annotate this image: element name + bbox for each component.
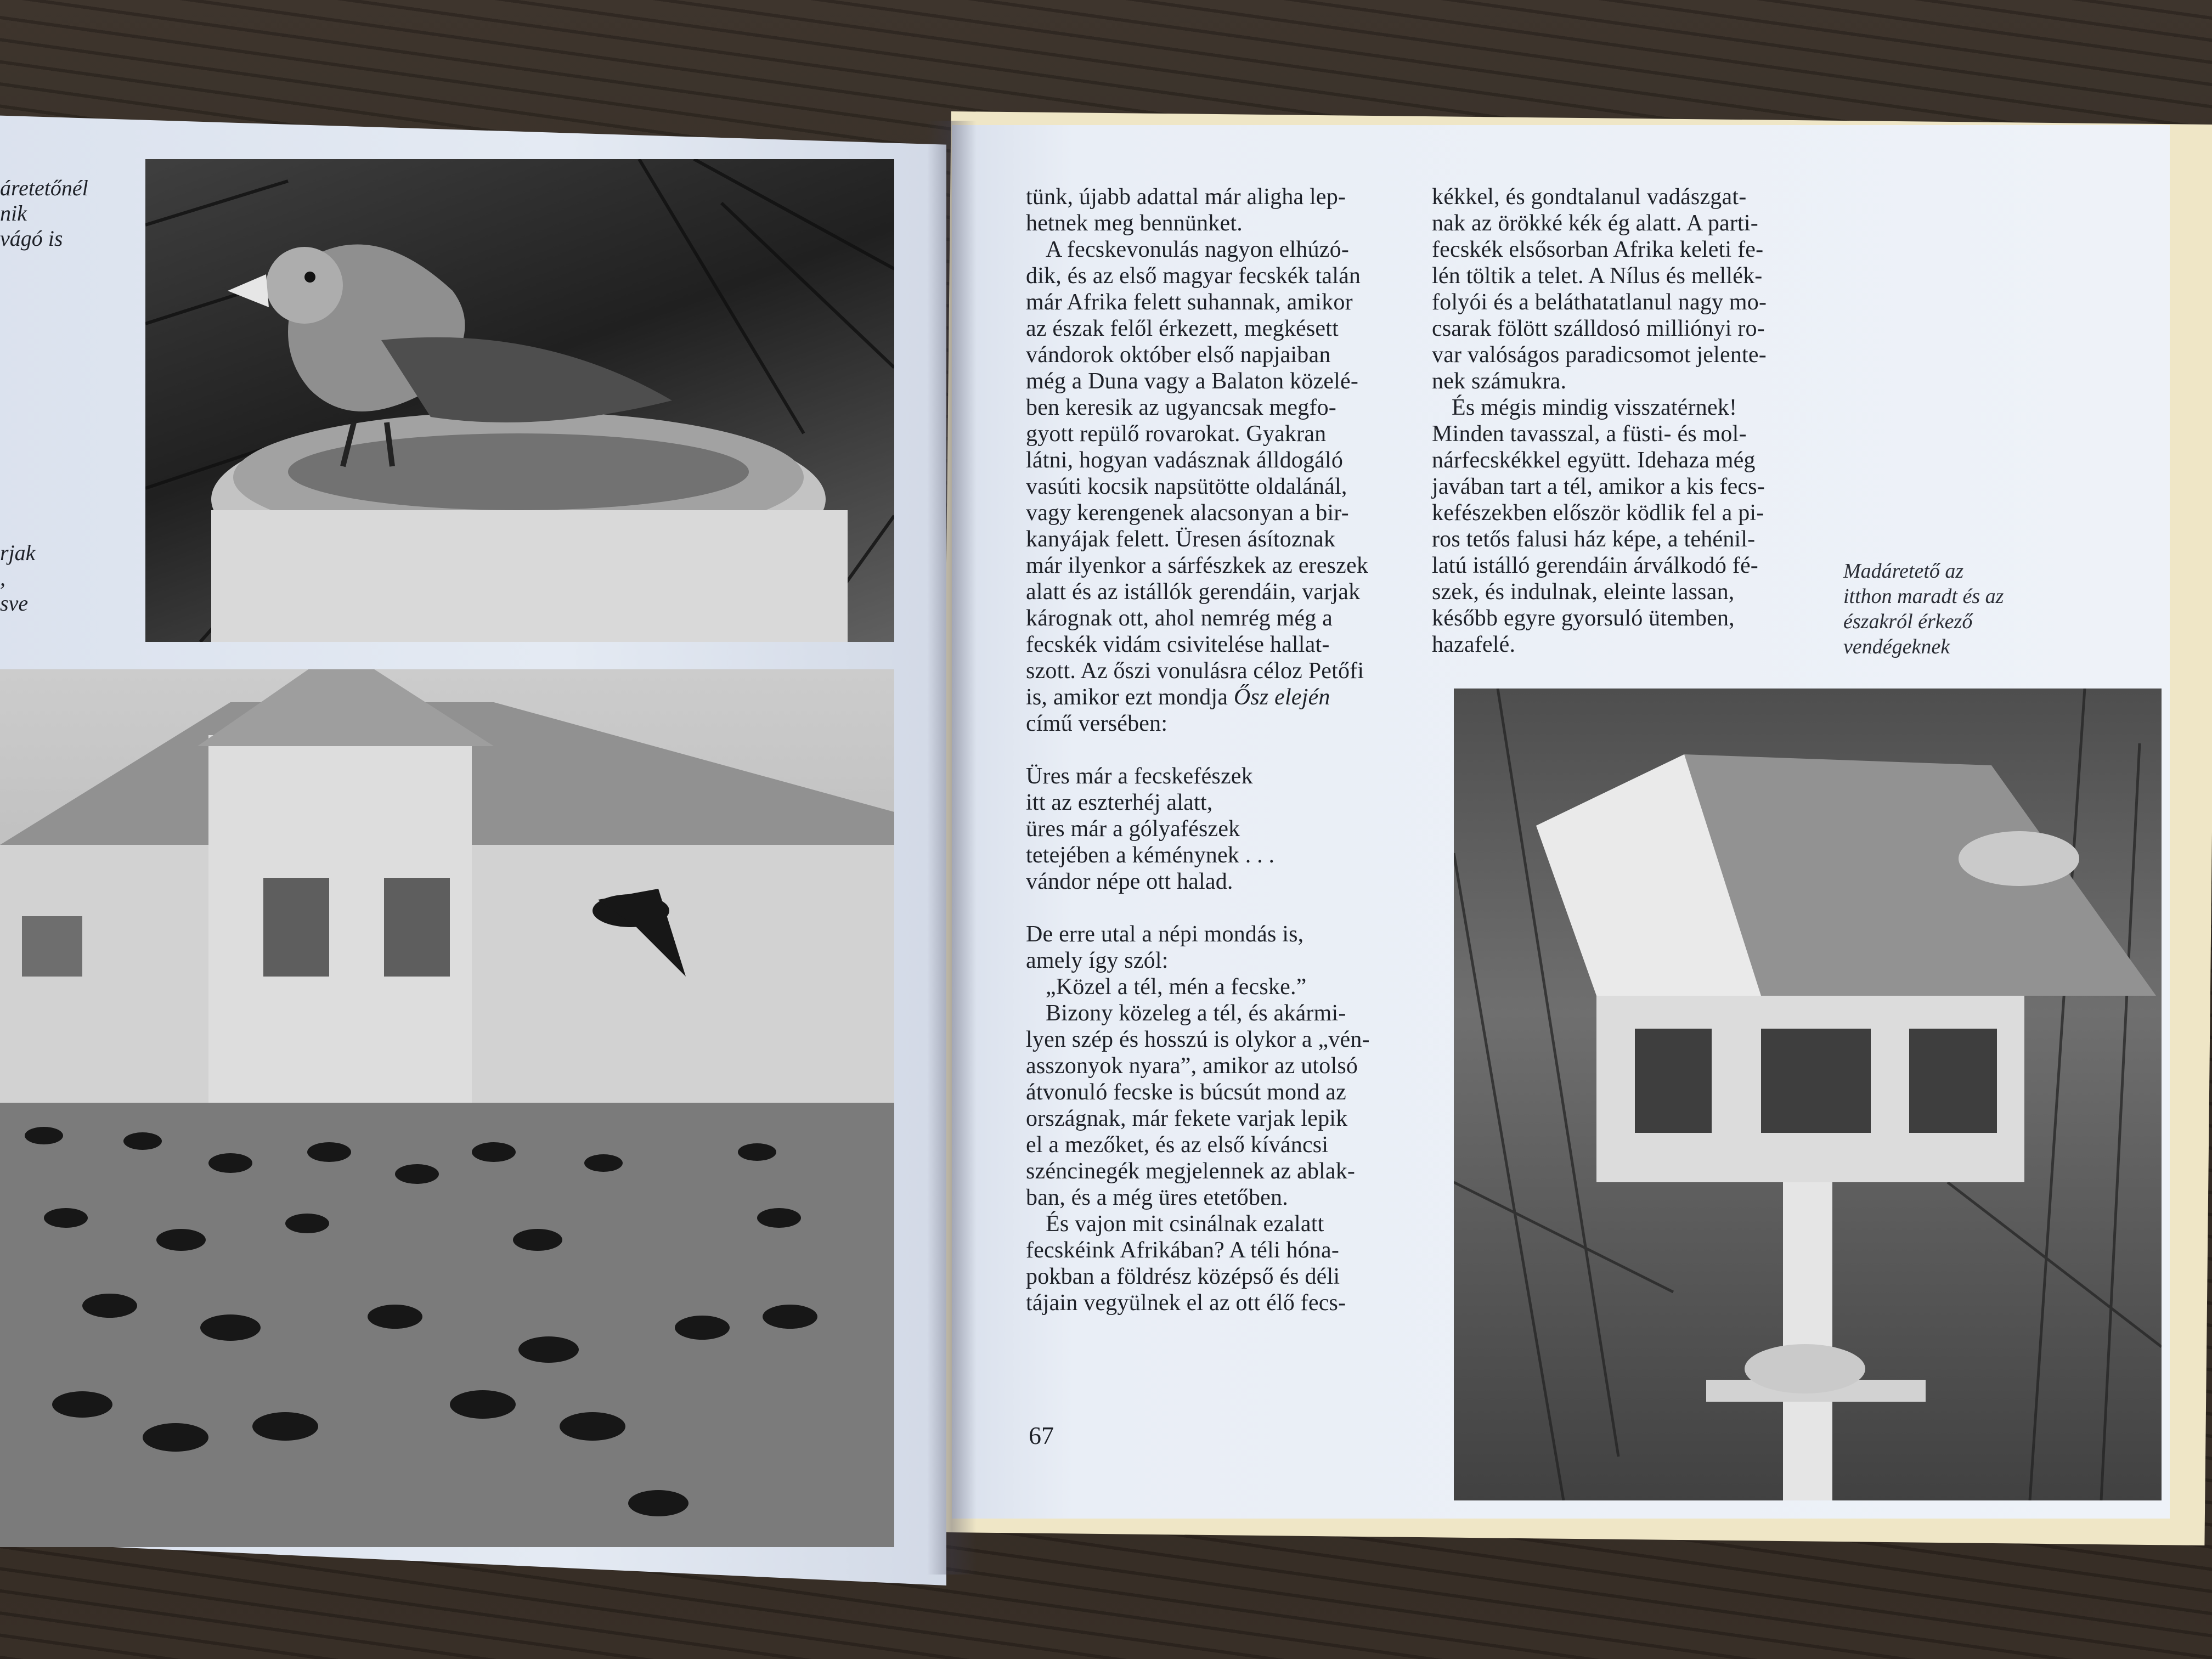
text-line: nárfecskékkel együtt. Idehaza még (1432, 448, 1756, 473)
text-line: De erre utal a népi mondás is, (1026, 922, 1304, 947)
text-line: Minden tavasszal, a füsti- és mol- (1432, 421, 1747, 447)
verse-line: üres már a gólyafészek (1026, 816, 1240, 842)
text-line: szek, és indulnak, eleinte lassan, (1432, 579, 1735, 605)
text-line: kékkel, és gondtalanul vadászgat- (1432, 184, 1747, 210)
text-line: el a mezőket, és az első kíváncsi (1026, 1132, 1329, 1158)
hawfinch-illustration (145, 159, 894, 642)
text-line: vagy kerengenek alacsonyan a bir- (1026, 500, 1349, 526)
text-line: tájain vegyülnek el az ott élő fecs- (1026, 1290, 1346, 1316)
bird-feeder-illustration (1454, 689, 2162, 1500)
text-line: vasúti kocsik napsütötte oldalánál, (1026, 474, 1347, 499)
left-fragment-line: nik (0, 201, 27, 225)
left-fragment-line: áretetőnél (0, 176, 88, 200)
text-line: tünk, újabb adattal már aligha lep- (1026, 184, 1346, 210)
text-line: dik, és az első magyar fecskék talán (1026, 263, 1361, 289)
text-line: vándorok október első napjaiban (1026, 342, 1331, 368)
text-line: var valóságos paradicsomot jelente- (1432, 342, 1767, 368)
text-line: hazafelé. (1432, 632, 1516, 657)
text-line: latú istálló gerendáin árválkodó fé- (1432, 553, 1758, 578)
text-line: ban, és a még üres etetőben. (1026, 1185, 1288, 1210)
text-line: A fecskevonulás nagyon elhúzó- (1046, 237, 1350, 262)
text-line: széncinegék megjelennek az ablak- (1026, 1159, 1356, 1184)
text-line: „Közel a tél, mén a fecske.” (1046, 974, 1307, 1000)
text-line: És mégis mindig visszatérnek! (1452, 395, 1737, 420)
text-line: később egyre gyorsuló ütemben, (1432, 606, 1735, 631)
text-line: kanyájak felett. Üresen ásítoznak (1026, 527, 1336, 552)
caption-line: Madáretető az (1843, 560, 1964, 583)
poem-title: Ősz elején (1233, 685, 1330, 710)
text-line: kárognak ott, ahol nemrég még a (1026, 606, 1333, 631)
text-line: alatt és az istállók gerendáin, varjak (1026, 579, 1361, 605)
spacer (1026, 737, 1432, 763)
left-fragment-line: rjak (0, 540, 36, 565)
left-fragment-line: vágó is (0, 226, 63, 251)
text-line: szott. Az őszi vonulásra céloz Petőfi (1026, 658, 1364, 684)
article-column-2 (1432, 184, 1838, 658)
text-line: ben keresik az ugyancsak megfo- (1026, 395, 1336, 420)
text-line: ros tetős falusi ház képe, a tehénil- (1432, 527, 1756, 552)
left-page-caption-fragment (0, 540, 35, 616)
text-line: gyott repülő rovarokat. Gyakran (1026, 421, 1327, 447)
text-line: fecskék vidám csivitelése hallat- (1026, 632, 1330, 657)
text-line: nak az örökké kék ég alatt. A parti- (1432, 211, 1758, 236)
text-line: kefészekben először ködlik fel a pi- (1432, 500, 1764, 526)
text-line: nek számukra. (1432, 369, 1567, 394)
text-line: országnak, már fekete varjak lepik (1026, 1106, 1348, 1131)
caption-line: vendégeknek (1843, 635, 1950, 658)
spacer (1026, 895, 1432, 921)
text-line: pokban a földrész középső és déli (1026, 1264, 1340, 1289)
caption-line: itthon maradt és az (1843, 585, 2004, 608)
text-line: fecskék elsősorban Afrika keleti fe- (1432, 237, 1764, 262)
text-line: asszonyok nyara”, amikor az utolsó (1026, 1053, 1358, 1079)
left-page-caption-fragment (0, 176, 88, 251)
text-line: javában tart a tél, amikor a kis fecs- (1432, 474, 1765, 499)
text-line: hetnek meg bennünket. (1026, 211, 1243, 236)
bird-feeder-photo (1454, 689, 2162, 1500)
text-line: fecskéink Afrikában? A téli hóna- (1026, 1238, 1340, 1263)
left-fragment-line: , (0, 566, 5, 590)
verse-line: Üres már a fecskefészek (1026, 764, 1253, 789)
text-line: lén töltik a telet. A Nílus és mellék- (1432, 263, 1763, 289)
text-line: csarak fölött szálldosó milliónyi ro- (1432, 316, 1765, 341)
text-line: című versében: (1026, 711, 1168, 736)
text-line (1026, 684, 1432, 710)
text-line: már Afrika felett suhannak, amikor (1026, 290, 1353, 315)
verse-line: itt az eszterhéj alatt, (1026, 790, 1213, 815)
text-line: átvonuló fecske is búcsút mond az (1026, 1080, 1346, 1105)
crows-and-house-photo (0, 669, 894, 1547)
left-fragment-line: sve (0, 591, 29, 616)
text-line: És vajon mit csinálnak ezalatt (1046, 1211, 1324, 1237)
text-line: amely így szól: (1026, 948, 1169, 973)
text-line: az észak felől érkezett, megkésett (1026, 316, 1339, 341)
page-number: 67 (1029, 1421, 1054, 1449)
verse-line: tetejében a kéménynek . . . (1026, 843, 1275, 868)
photo-caption (1843, 558, 2004, 659)
book-gutter (927, 121, 977, 1575)
text-line: még a Duna vagy a Balaton közelé- (1026, 369, 1359, 394)
text-line: látni, hogyan vadásznak álldogáló (1026, 448, 1344, 473)
text-line: Bizony közeleg a tél, és akármi- (1046, 1001, 1346, 1026)
text-line: már ilyenkor a sárfészkek az ereszek (1026, 553, 1369, 578)
article-column-1 (1026, 184, 1432, 1316)
verse-line: vándor népe ott halad. (1026, 869, 1233, 894)
text-line: lyen szép és hosszú is olykor a „vén- (1026, 1027, 1370, 1052)
caption-line: északról érkező (1843, 610, 1973, 633)
hawfinch-photo (145, 159, 894, 642)
crows-illustration (0, 669, 894, 1547)
text-fragment: is, amikor ezt mondja (1026, 685, 1228, 710)
text-line: folyói és a beláthatatlanul nagy mo- (1432, 290, 1767, 315)
